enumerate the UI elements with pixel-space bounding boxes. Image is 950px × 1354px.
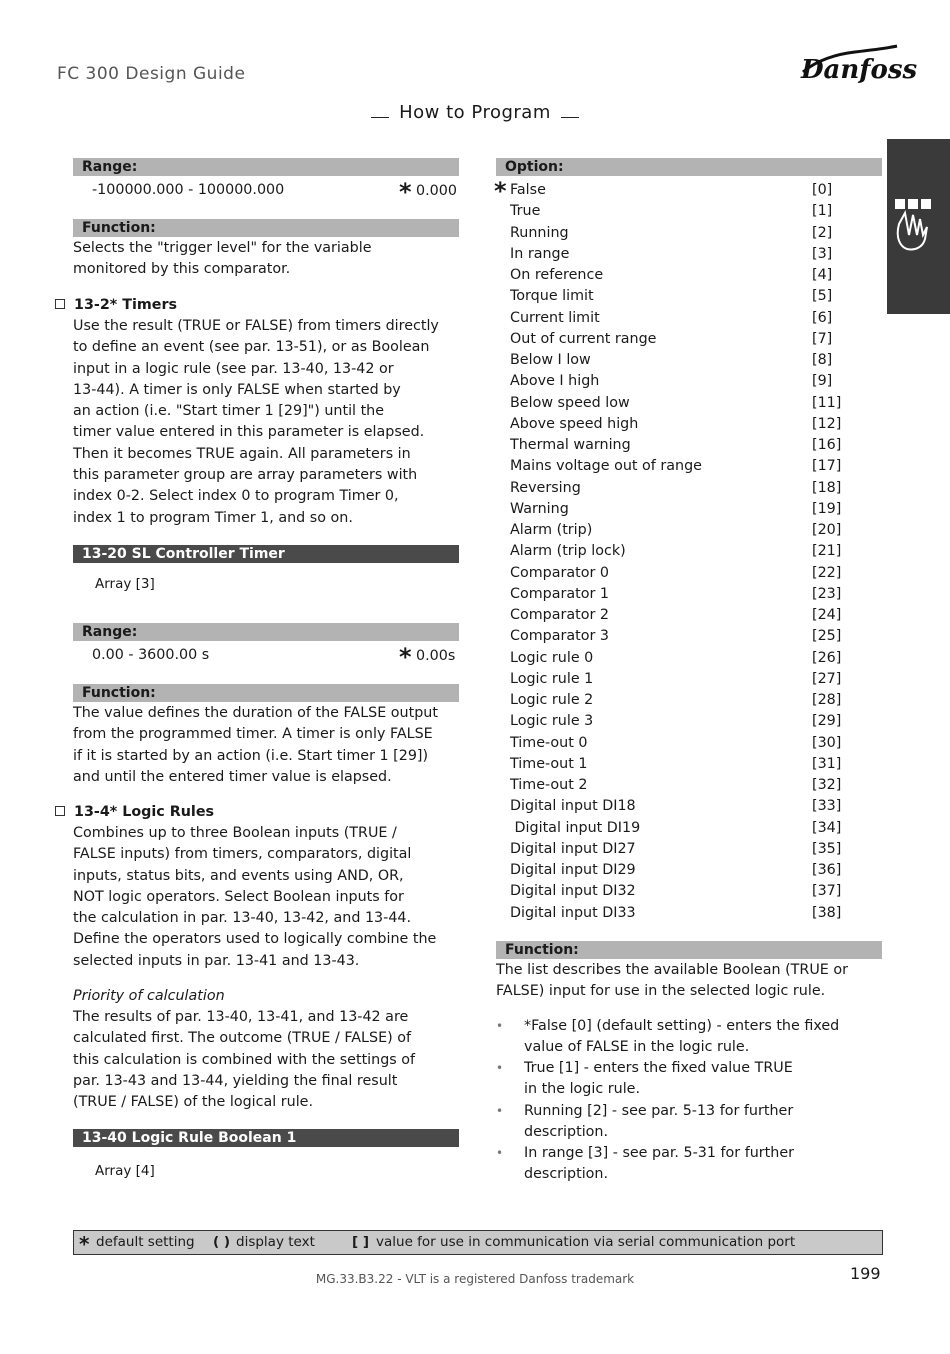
option-row <box>510 881 850 902</box>
option-code: [18] <box>812 480 842 496</box>
legend-bar <box>73 1230 883 1255</box>
section-title <box>0 102 950 123</box>
range-label-1: Range: <box>73 158 459 176</box>
option-code: [20] <box>812 522 842 538</box>
option-code: [23] <box>812 586 842 602</box>
option-label-text: On reference <box>510 267 604 283</box>
option-row <box>510 584 850 605</box>
option-code: [0] <box>812 182 833 198</box>
option-row <box>510 414 850 435</box>
footer-trademark: MG.33.B3.22 - VLT is a registered Danfoss trademark <box>315 1272 635 1286</box>
option-code: [17] <box>812 458 842 474</box>
option-row <box>510 329 850 350</box>
option-label-text: Alarm (trip) <box>510 522 593 538</box>
option-label-text: Logic rule 2 <box>510 692 594 708</box>
text-line: selected inputs in par. 13-41 and 13-43. <box>73 952 360 969</box>
logic-rules-heading <box>55 802 214 823</box>
range-label-2: Range: <box>73 623 459 641</box>
text-line: this calculation is combined with the settings of <box>73 1051 416 1068</box>
text-line: value of FALSE in the logic rule. <box>524 1039 750 1056</box>
text-line: description. <box>524 1166 609 1183</box>
text-line: Combines up to three Boolean inputs (TRUE / <box>73 825 397 841</box>
option-row <box>510 223 850 244</box>
option-code: [22] <box>812 565 842 581</box>
bullet-item <box>496 1101 881 1144</box>
option-code: [24] <box>812 607 842 623</box>
option-row <box>510 499 850 520</box>
option-code: [5] <box>812 288 833 304</box>
text-line: monitored by this comparator. <box>73 261 291 278</box>
option-code: [31] <box>812 756 842 772</box>
option-label-text: Time-out 1 <box>510 756 588 772</box>
option-code: [12] <box>812 416 842 432</box>
text-line: to define an event (see par. 13-51), or as Boolean <box>73 339 430 356</box>
option-code: [30] <box>812 735 842 751</box>
document-title: FC 300 Design Guide <box>57 64 246 84</box>
checkbox-square-icon <box>55 806 65 816</box>
function-text-1 <box>73 238 372 281</box>
array-4-text: Array [4] <box>95 1163 155 1179</box>
parameter-13-40-bar: 13-40 Logic Rule Boolean 1 <box>73 1129 459 1147</box>
option-row <box>510 796 850 817</box>
option-row <box>510 308 850 329</box>
text-line: *False [0] (default setting) - enters the fixed <box>524 1018 840 1034</box>
option-code: [36] <box>812 862 842 878</box>
text-line: FALSE) input for use in the selected logic rule. <box>496 983 826 1000</box>
function-label-2: Function: <box>73 684 459 702</box>
text-line: NOT logic operators. Select Boolean inputs for <box>73 888 404 905</box>
option-label-text: Alarm (trip lock) <box>510 543 626 559</box>
text-line: description. <box>524 1124 609 1141</box>
text-line: 13-44). A timer is only FALSE when started by <box>73 381 401 398</box>
option-row <box>510 605 850 626</box>
option-label-text: Digital input DI32 <box>510 883 636 899</box>
option-row <box>510 265 850 286</box>
text-line: inputs, status bits, and events using AND, OR, <box>73 867 404 884</box>
option-label-text: Comparator 0 <box>510 565 610 581</box>
option-label-text: Above speed high <box>510 416 639 432</box>
option-label-text: Current limit <box>510 310 600 326</box>
option-code: [1] <box>812 203 833 219</box>
option-code: [28] <box>812 692 842 708</box>
option-label-text: Mains voltage out of range <box>510 458 702 474</box>
option-row <box>510 244 850 265</box>
option-code: [35] <box>812 841 842 857</box>
option-label-text: Above I high <box>510 373 600 389</box>
option-code: [4] <box>812 267 833 283</box>
bullet-dot-icon: • <box>496 1019 504 1033</box>
option-row <box>510 839 850 860</box>
legend-paren-symbol: ( ) <box>213 1234 231 1250</box>
option-label-text: Torque limit <box>510 288 594 304</box>
option-label-text: Comparator 3 <box>510 628 610 644</box>
text-line: True [1] - enters the fixed value TRUE <box>524 1060 793 1076</box>
text-line: Running [2] - see par. 5-13 for further <box>524 1103 794 1119</box>
option-row <box>510 350 850 371</box>
text-line: Then it becomes TRUE again. All parameters in <box>73 445 411 462</box>
option-code: [11] <box>812 395 842 411</box>
text-line: In range [3] - see par. 5-31 for further <box>524 1145 795 1161</box>
option-code: [37] <box>812 883 842 899</box>
bullet-item <box>496 1143 881 1186</box>
programming-hand-icon <box>887 139 950 314</box>
option-code: [25] <box>812 628 842 644</box>
option-label-text: Out of current range <box>510 331 657 347</box>
default-star-icon: * <box>399 178 412 206</box>
text-line: index 1 to program Timer 1, and so on. <box>73 509 353 526</box>
option-label-text: Warning <box>510 501 569 517</box>
option-label-text: Comparator 1 <box>510 586 610 602</box>
option-code: [6] <box>812 310 833 326</box>
default-star-icon: * <box>399 643 412 671</box>
option-row <box>510 648 850 669</box>
range-default-1: 0.000 <box>416 183 457 199</box>
option-code: [9] <box>812 373 833 389</box>
text-line: timer value entered in this parameter is elapsed. <box>73 424 425 441</box>
option-code: [8] <box>812 352 833 368</box>
option-code: [26] <box>812 650 842 666</box>
text-line: the calculation in par. 13-40, 13-42, and 13-44. <box>73 910 412 927</box>
priority-text <box>73 1007 415 1113</box>
option-label-text: Logic rule 0 <box>510 650 594 666</box>
option-code: [29] <box>812 713 842 729</box>
option-row <box>510 711 850 732</box>
range-value-1: -100000.000 - 100000.000 <box>92 182 285 198</box>
svg-text:Danfoss: Danfoss <box>801 55 918 85</box>
function-label-1: Function: <box>73 219 459 237</box>
text-line: The list describes the available Boolean (TRUE or <box>496 962 849 978</box>
option-label-text: Comparator 2 <box>510 607 610 623</box>
option-row <box>510 520 850 541</box>
option-label-text: Digital input DI33 <box>510 905 636 921</box>
option-code: [21] <box>812 543 842 559</box>
logic-rules-text <box>73 823 436 972</box>
option-code: [7] <box>812 331 833 347</box>
option-label-text: Logic rule 1 <box>510 671 594 687</box>
option-code: [33] <box>812 798 842 814</box>
option-label-text: True <box>510 203 541 219</box>
text-line: calculated first. The outcome (TRUE / FALSE) of <box>73 1030 412 1047</box>
option-label-text: False <box>510 182 546 198</box>
timers-heading <box>55 295 177 316</box>
priority-heading: Priority of calculation <box>73 988 225 1004</box>
option-label-text: Below I low <box>510 352 591 368</box>
option-row <box>510 563 850 584</box>
option-code: [27] <box>812 671 842 687</box>
option-label-text: Running <box>510 225 569 241</box>
text-line: par. 13-43 and 13-44, yielding the final result <box>73 1072 398 1089</box>
option-label-text: Thermal warning <box>510 437 631 453</box>
option-code: [19] <box>812 501 842 517</box>
option-code: [3] <box>812 246 833 262</box>
text-line: in the logic rule. <box>524 1081 641 1098</box>
option-label-text: Digital input DI29 <box>510 862 636 878</box>
option-row <box>510 541 850 562</box>
text-line: index 0-2. Select index 0 to program Timer 0, <box>73 488 399 505</box>
bullet-dot-icon: • <box>496 1104 504 1118</box>
text-line: (TRUE / FALSE) of the logical rule. <box>73 1094 314 1111</box>
option-label-text: Reversing <box>510 480 581 496</box>
option-row <box>510 775 850 796</box>
option-label-text: Time-out 0 <box>510 735 588 751</box>
chapter-tab <box>887 139 950 314</box>
text-line: an action (i.e. "Start timer 1 [29]") until the <box>73 403 385 420</box>
option-label: Option: <box>496 158 882 176</box>
option-code: [32] <box>812 777 842 793</box>
text-line: Selects the "trigger level" for the variable <box>73 240 372 256</box>
text-line: Define the operators used to logically combine the <box>73 931 437 948</box>
parameter-13-20-bar: 13-20 SL Controller Timer <box>73 545 459 563</box>
option-row <box>510 903 850 924</box>
option-label-text: In range <box>510 246 570 262</box>
option-row <box>510 818 850 839</box>
option-label-text: Digital input DI18 <box>510 798 636 814</box>
function-text-2 <box>73 703 438 788</box>
option-label-text: Below speed low <box>510 395 630 411</box>
option-row <box>510 201 850 222</box>
array-3-text: Array [3] <box>95 576 155 592</box>
option-code: [38] <box>812 905 842 921</box>
timers-text <box>73 316 439 529</box>
bullet-dot-icon: • <box>496 1146 504 1160</box>
option-row <box>510 754 850 775</box>
option-code: [16] <box>812 437 842 453</box>
legend-default-setting: default setting <box>96 1234 195 1250</box>
function-label-3: Function: <box>496 941 882 959</box>
danfoss-logo <box>797 42 918 86</box>
option-label-text: Time-out 2 <box>510 777 588 793</box>
option-row <box>510 371 850 392</box>
function-text-3 <box>496 960 848 1003</box>
text-line: The value defines the duration of the FALSE output <box>73 705 438 721</box>
option-row <box>510 180 850 201</box>
option-row <box>510 393 850 414</box>
option-row <box>510 286 850 307</box>
option-row <box>510 669 850 690</box>
timers-heading-text: 13-2* Timers <box>74 297 178 313</box>
text-line: FALSE inputs) from timers, comparators, digital <box>73 846 412 863</box>
text-line: The results of par. 13-40, 13-41, and 13-42 are <box>73 1009 409 1025</box>
text-line: if it is started by an action (i.e. Start timer 1 [29]) <box>73 747 429 764</box>
option-label-text: Digital input DI19 <box>510 820 641 836</box>
option-row <box>510 733 850 754</box>
option-code: [34] <box>812 820 842 836</box>
range-value-2: 0.00 - 3600.00 s <box>92 647 210 663</box>
text-line: input in a logic rule (see par. 13-40, 13-42 or <box>73 360 394 377</box>
text-line: and until the entered timer value is elapsed. <box>73 768 392 785</box>
option-label-text: Digital input DI27 <box>510 841 636 857</box>
page-number: 199 <box>850 1264 881 1283</box>
bullet-dot-icon: • <box>496 1061 504 1075</box>
bullet-item <box>496 1058 881 1101</box>
legend-bracket-symbol: [ ] <box>352 1234 370 1250</box>
range-default-2: 0.00s <box>416 648 456 664</box>
bullet-item <box>496 1016 881 1059</box>
legend-comm-text: value for use in communication via serial communication port <box>376 1234 796 1250</box>
text-line: this parameter group are array parameters with <box>73 467 418 484</box>
checkbox-square-icon <box>55 299 65 309</box>
option-row <box>510 626 850 647</box>
option-row <box>510 690 850 711</box>
logic-rules-heading-text: 13-4* Logic Rules <box>74 804 215 820</box>
legend-display-text: display text <box>236 1234 315 1250</box>
default-star-icon: * <box>79 1232 90 1256</box>
option-row <box>510 860 850 881</box>
option-code: [2] <box>812 225 833 241</box>
option-row <box>510 456 850 477</box>
option-label-text: Logic rule 3 <box>510 713 594 729</box>
default-star-icon: * <box>494 177 507 205</box>
option-row <box>510 478 850 499</box>
option-row <box>510 435 850 456</box>
section-title-text: How to Program <box>399 102 551 123</box>
text-line: Use the result (TRUE or FALSE) from timers directly <box>73 318 439 334</box>
text-line: from the programmed timer. A timer is only FALSE <box>73 726 433 743</box>
